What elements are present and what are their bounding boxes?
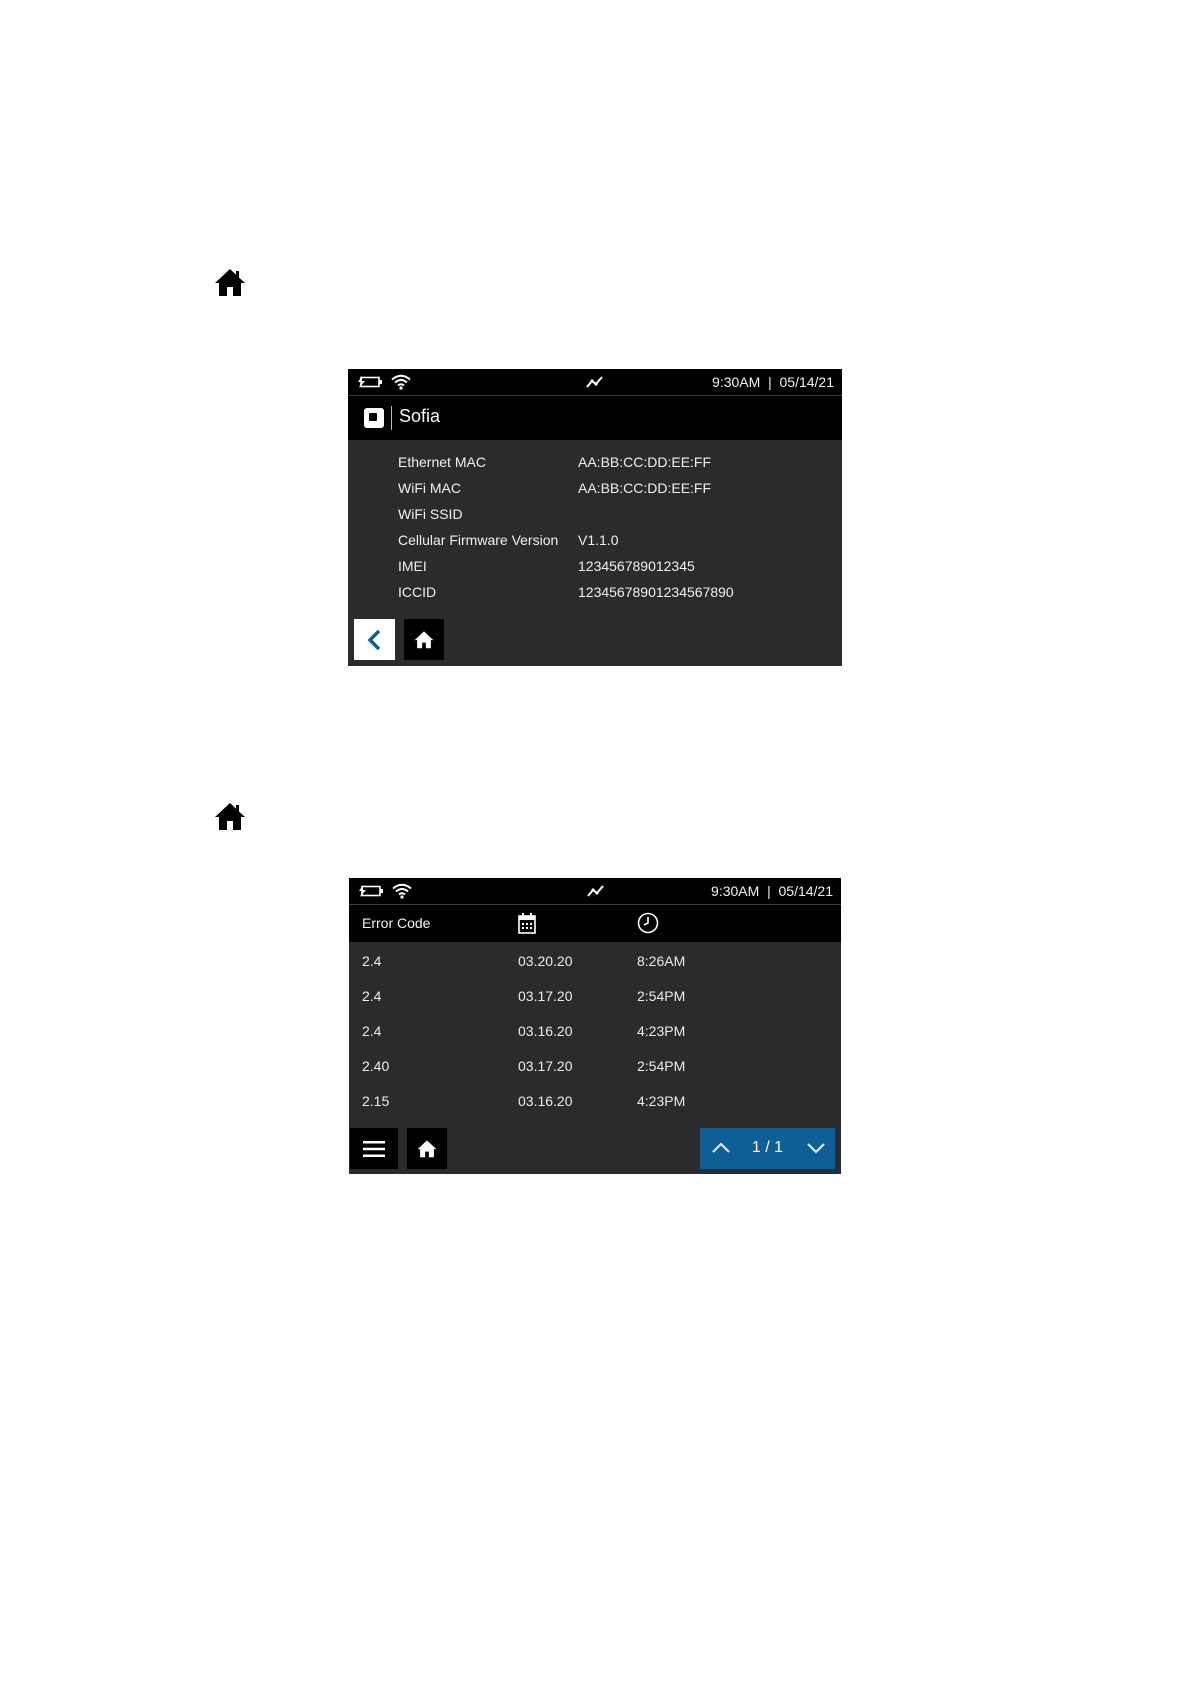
page-up-button[interactable]: [700, 1128, 740, 1169]
table-row[interactable]: [349, 978, 841, 1013]
table-row[interactable]: [349, 1013, 841, 1048]
info-value: 12345678901234567890: [578, 584, 734, 600]
error-code-cell: 2.4: [362, 953, 382, 969]
error-time-cell: 2:54PM: [637, 1058, 686, 1074]
info-row-imei: [348, 554, 842, 580]
error-code-cell: 2.40: [362, 1058, 390, 1074]
home-icon: [214, 801, 246, 831]
table-row[interactable]: [349, 943, 841, 978]
info-row-ethernet-mac: [348, 450, 842, 476]
info-value: AA:BB:CC:DD:EE:FF: [578, 454, 712, 470]
info-label: Cellular Firmware Version: [398, 532, 559, 548]
pagination-control: [700, 1128, 835, 1169]
error-time-cell: 4:23PM: [637, 1093, 686, 1109]
error-time-cell: 8:26AM: [637, 953, 686, 969]
page-down-button[interactable]: [795, 1128, 835, 1169]
battery-charging-icon: [358, 885, 384, 897]
signal-graph-icon: [586, 375, 604, 389]
info-label: WiFi MAC: [398, 480, 461, 496]
back-button[interactable]: [354, 619, 395, 660]
home-button[interactable]: [404, 619, 444, 660]
calendar-icon: [518, 912, 536, 934]
chevron-down-icon: [807, 1142, 825, 1154]
brand-name: Sofia: [399, 406, 441, 426]
battery-charging-icon: [357, 376, 383, 388]
logo-divider: [391, 406, 392, 430]
chevron-up-icon: [712, 1142, 730, 1154]
home-icon: [214, 267, 246, 297]
info-label: WiFi SSID: [398, 506, 463, 522]
info-value: AA:BB:CC:DD:EE:FF: [578, 480, 712, 496]
error-date-cell: 03.20.20: [518, 953, 573, 969]
status-time-date: 9:30AM | 05/14/21: [712, 374, 834, 390]
error-code-cell: 2.4: [362, 988, 382, 1004]
network-info-screen: [348, 369, 842, 666]
error-date-cell: 03.17.20: [518, 988, 573, 1004]
table-row[interactable]: [349, 1083, 841, 1118]
error-table-header: [349, 905, 841, 942]
info-row-cellular-firmware: [348, 528, 842, 554]
status-bar: [349, 878, 841, 905]
info-row-iccid: [348, 580, 842, 606]
back-arrow-icon: [365, 629, 385, 651]
wifi-icon: [392, 883, 412, 899]
clock-icon: [637, 912, 659, 934]
error-date-cell: 03.17.20: [518, 1058, 573, 1074]
menu-icon: [363, 1140, 385, 1158]
home-button[interactable]: [407, 1128, 447, 1169]
table-row[interactable]: [349, 1048, 841, 1083]
error-date-cell: 03.16.20: [518, 1093, 573, 1109]
status-time-date: 9:30AM | 05/14/21: [711, 883, 833, 899]
error-time-cell: 4:23PM: [637, 1023, 686, 1039]
page-indicator: 1 / 1: [751, 1139, 784, 1156]
wifi-icon: [391, 374, 411, 390]
error-date-cell: 03.16.20: [518, 1023, 573, 1039]
info-value: 123456789012345: [578, 558, 695, 574]
info-value: V1.1.0: [578, 532, 619, 548]
error-code-header: Error Code: [362, 915, 431, 931]
menu-button[interactable]: [350, 1128, 398, 1169]
error-log-screen: [349, 878, 841, 1174]
info-label: ICCID: [398, 584, 437, 600]
signal-graph-icon: [587, 884, 605, 898]
error-code-cell: 2.4: [362, 1023, 382, 1039]
title-bar: [348, 396, 842, 440]
error-time-cell: 2:54PM: [637, 988, 686, 1004]
home-icon: [417, 1139, 437, 1158]
status-bar: [348, 369, 842, 396]
info-row-wifi-ssid: [348, 502, 842, 528]
info-label: IMEI: [398, 558, 427, 574]
home-icon: [414, 630, 434, 649]
info-row-wifi-mac: [348, 476, 842, 502]
error-code-cell: 2.15: [362, 1093, 390, 1109]
sofia-logo-icon: [364, 408, 384, 428]
info-label: Ethernet MAC: [398, 454, 486, 470]
